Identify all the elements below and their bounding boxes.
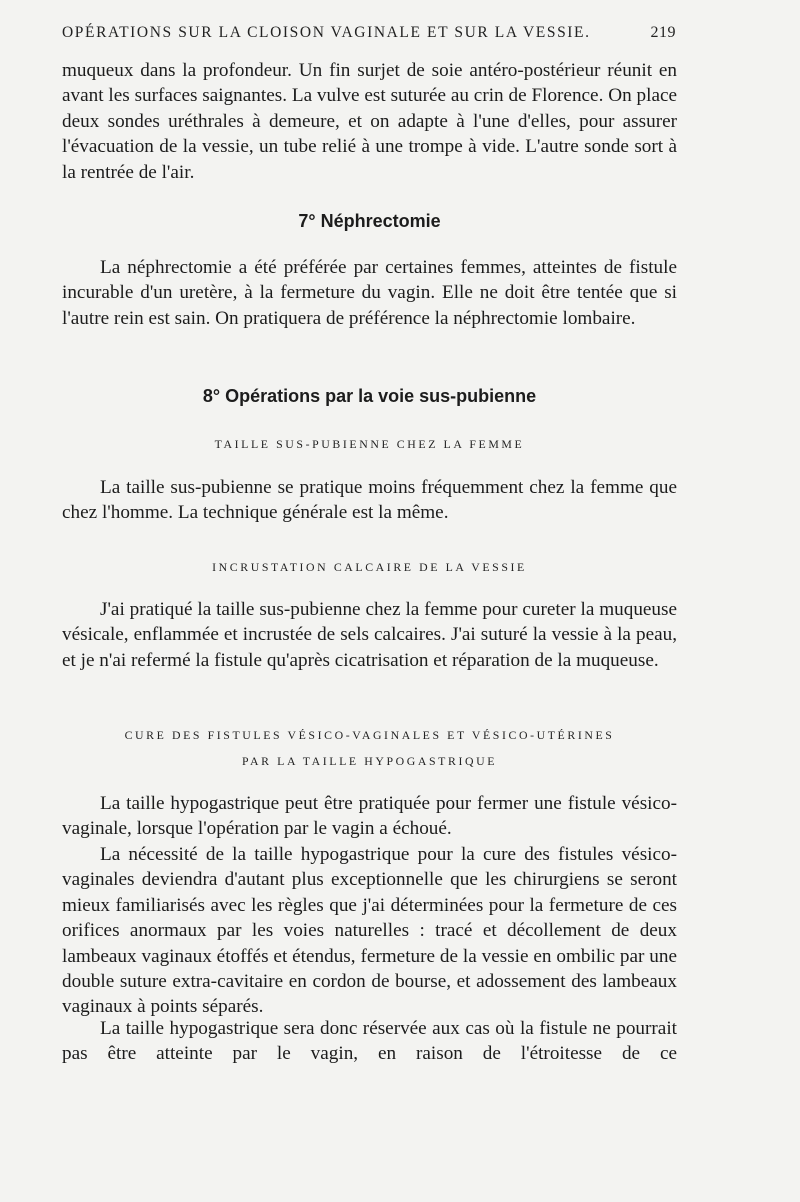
subheading-cure-des-fistules-line2: PAR LA TAILLE HYPOGASTRIQUE bbox=[241, 754, 498, 768]
section-heading-voie-sus-pubienne: 8° Opérations par la voie sus-pubienne bbox=[202, 386, 537, 406]
paragraph-necessite: La nécessité de la taille hypogastrique pour la cure des fistules vésico-vaginales deviendra d'autant plus exceptionnelle que les chirurgiens se seront mieux familiarisés avec les règles que j'ai déterminées pour la fermeture de ces orifices anormaux par les voies naturelles : tracé et décollement de deux lambeaux vaginaux étoffés et étendus, fermeture de la vessie en ombilic par une double suture extra-cavitaire en cordon de bourse, et adossement des lambeaux vaginaux à points séparés. bbox=[62, 844, 677, 1018]
paragraph-continuation: muqueux dans la profondeur. Un fin surjet de soie antéro-postérieur réunit en avant les surfaces saignantes. La vulve est suturée au crin de Florence. On place deux sondes uréthrales à demeure, et on adapte à l'une d'elles, pour assurer l'évacuation de la vessie, un tube relié à une trompe à vide. L'autre sonde sort à la rentrée de l'air. bbox=[62, 60, 677, 183]
paragraph-nephrectomie: La néphrectomie a été préférée par certaines femmes, atteintes de fistule incurable d'un uretère, à la fermeture du vagin. Elle ne doit être tentée que si l'autre rein est sain. On pratiquera de préférence la néphrectomie lombaire. bbox=[62, 257, 677, 329]
section-heading-nephrectomie: 7° Néphrectomie bbox=[298, 211, 441, 231]
paragraph-taille-sus-pubienne: La taille sus-pubienne se pratique moins fréquemment chez la femme que chez l'homme. La technique générale est la même. bbox=[62, 477, 677, 524]
paragraph-reservee: La taille hypogastrique sera donc réservée aux cas où la fistule ne pourrait pas être atteinte par le vagin, en raison de l'étroitesse de ce bbox=[62, 1018, 677, 1065]
subheading-cure-des-fistules: CURE DES FISTULES VÉSICO-VAGINALES ET VÉSICO-UTÉRINES bbox=[124, 728, 615, 742]
paragraph-taille-hypogastrique: La taille hypogastrique peut être pratiquée pour fermer une fistule vésico-vaginale, lorsque l'opération par le vagin a échoué. bbox=[62, 793, 677, 840]
subheading-incrustation-calcaire: INCRUSTATION CALCAIRE DE LA VESSIE bbox=[212, 560, 527, 574]
paragraph-incrustation-calcaire: J'ai pratiqué la taille sus-pubienne chez la femme pour cureter la muqueuse vésicale, enflammée et incrustée de sels calcaires. J'ai suturé la vessie à la peau, et je n'ai refermé la fistule qu'après cicatrisation et réparation de la muqueuse. bbox=[62, 599, 677, 671]
page-number: 219 bbox=[650, 24, 676, 41]
running-head bbox=[62, 24, 676, 42]
running-head-title: OPÉRATIONS SUR LA CLOISON VAGINALE ET SUR LA VESSIE. bbox=[62, 24, 591, 41]
subheading-taille-sus-pubienne: TAILLE SUS-PUBIENNE CHEZ LA FEMME bbox=[214, 437, 525, 451]
